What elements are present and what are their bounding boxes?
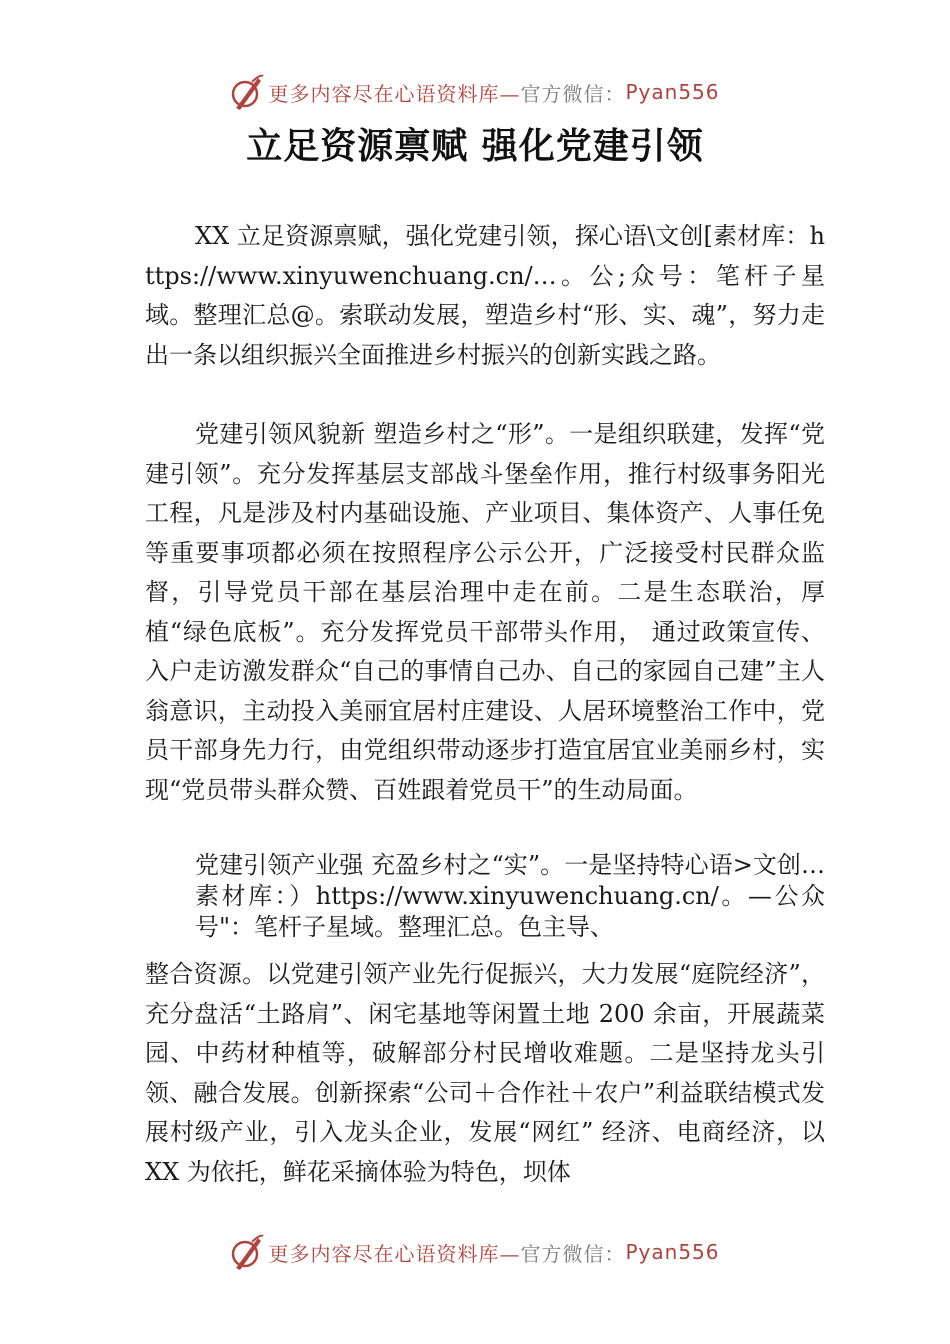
paragraph-1: XX 立足资源禀赋，强化党建引领，探心语\文创[素材库：https://www.xinyuwenchuang.cn/…。公;众号：笔杆子星域。整理汇总@。索联动发展，塑造乡村“形、实、魂”，努力走出一条以组织振兴全面推进乡村振兴的创新实践之路。 [145, 222, 825, 369]
header-banner [0, 72, 950, 112]
pen-logo-icon [230, 72, 264, 112]
footer-banner [0, 1232, 950, 1272]
paragraph-4: 整合资源。以党建引领产业先行促振兴，大力发展“庭院经济”，充分盘活“土路肩”、闲宅基地等闲置土地 200 余亩，开展蔬菜园、中药材种植等，破解部分村民增收难题。二是坚持龙头引领、融合发展。创新探索“公司＋合作社＋农户”利益联结模式发展村级产业，引入龙头企业，发展“网红” 经济、电商经济，以 XX 为依托，鲜花采摘体验为特色，坝体 [145, 960, 825, 1186]
banner-text: 更多内容尽在心语资料库— [268, 81, 521, 106]
wechat-label: 官方微信： [520, 81, 626, 106]
paragraph-3: 党建引领产业强 充盈乡村之“实”。一是坚持特心语>文创…素材库：）https://www.xinyuwenchuang.cn/。—公众号"：笔杆子星域。整理汇总。色主导、 [195, 851, 825, 941]
paragraph-2: 党建引领风貌新 塑造乡村之“形”。一是组织联建，发挥“党建引领”。充分发挥基层支部战斗堡垒作用，推行村级事务阳光工程，凡是涉及村内基础设施、产业项目、集体资产、人事任免等重要事项都必须在按照程序公示公开，广泛接受村民群众监督，引导党员干部在基层治理中走在前。二是生态联治，厚植“绿色底板”。充分发挥党员干部带头作用， 通过政策宣传、入户走访激发群众“自己的事情自己办、自己的家园自己建”主人翁意识，主动投入美丽宜居村庄建设、人居环境整治工作中，党员干部身先力行，由党组织带动逐步打造宜居宜业美丽乡村，实现“党员带头群众赞、百姓跟着党员干”的生动局面。 [145, 420, 825, 804]
pen-logo-icon [230, 1232, 264, 1272]
wechat-id: Pyan556 [625, 1240, 720, 1264]
wechat-id: Pyan556 [625, 80, 720, 104]
banner-text: 更多内容尽在心语资料库— [268, 1241, 521, 1266]
wechat-label: 官方微信： [520, 1241, 626, 1266]
document-title: 立足资源禀赋 强化党建引领 [246, 126, 704, 167]
